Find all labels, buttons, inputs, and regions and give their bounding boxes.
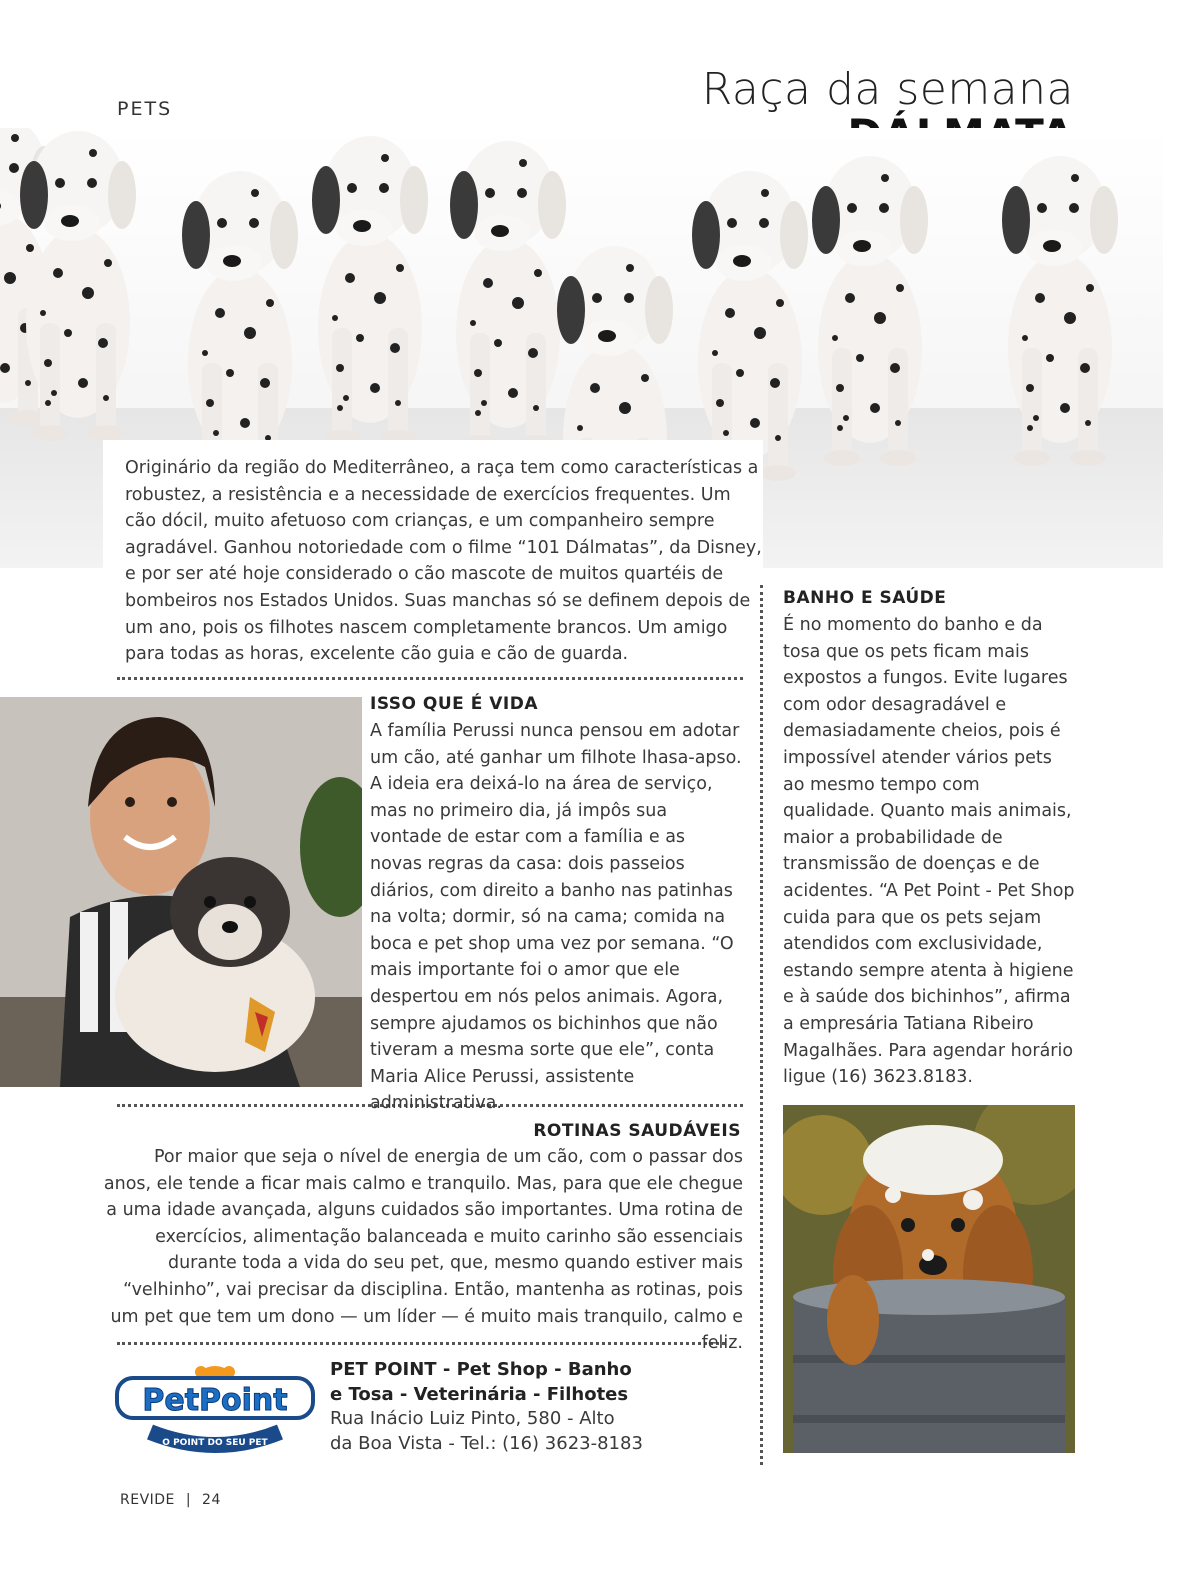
rotinas-text: Por maior que seja o nível de energia de um cão, com o passar dos anos, ele tende a ficar mais calmo e tranquilo. Mas, para que ele chegue a uma idade avançada, alguns cuidados são importantes. Uma rotina de exercícios, alimentação balanceada e muito carinho são essenciais durante toda a vida do seu pet, que, mesmo quando estiver mais “velhinho”, vai precisar da disciplina. Então, mantenha as rotinas, pois um pet que tem um dono — um líder — é muito mais tranquilo, calmo e feliz. xyxy=(103,1147,743,1354)
section-label: PETS xyxy=(117,98,173,120)
ad-line2: e Tosa - Veterinária - Filhotes xyxy=(330,1383,629,1405)
page-title-line1: Raça da semana xyxy=(701,64,1074,115)
petpoint-logo xyxy=(115,1358,315,1458)
isso-text: A família Perussi nunca pensou em adotar um cão, até ganhar um filhote lhasa-apso. A ideia era deixá-lo na área de serviço, mas no primeiro dia, já impôs sua vontade de estar com a família e as novas regras da casa: dois passeios diários, com direito a banho nas patinhas na volta; dormir, só na cama; comida na boca e pet shop uma vez por semana. “O mais importante foi o amor que ele despertou em nós pelos animais. Agora, sempre ajudamos os bichinhos que não tiveram a mesma sorte que ele”, conta Maria Alice Perussi, assistente administrativa. xyxy=(370,721,742,1114)
banho-heading: BANHO E SAÚDE xyxy=(783,588,947,608)
banho-text: É no momento do banho e da tosa que os pets ficam mais expostos a fungos. Evite lugares com odor desagradável e demasiadamente cheios, pois é impossível atender vários pets ao mesmo tempo com qualidade. Quanto mais animais, maior a probabilidade de transmissão de doenças e de acidentes. “A Pet Point - Pet Shop cuida para que os pets sejam atendidos com exclusividade, estando sempre atenta à higiene e à saúde dos bichinhos”, afirma a empresária Tatiana Ribeiro Magalhães. Para agendar horário ligue (16) 3623.8183. xyxy=(783,615,1075,1088)
dog-bath-photo xyxy=(783,1105,1075,1453)
ad-line1: PET POINT - Pet Shop - Banho xyxy=(330,1359,632,1380)
svg-text:O POINT DO SEU PET: O POINT DO SEU PET xyxy=(162,1438,268,1448)
svg-text:PetPoint: PetPoint xyxy=(142,1383,288,1418)
column-divider xyxy=(760,585,763,1465)
footer-separator: | xyxy=(185,1492,192,1508)
isso-heading: ISSO QUE É VIDA xyxy=(370,694,538,714)
page-footer xyxy=(120,1492,221,1508)
divider xyxy=(117,677,743,680)
ad-block xyxy=(330,1358,643,1456)
ad-line4: da Boa Vista - Tel.: (16) 3623-8183 xyxy=(330,1432,643,1454)
woman-with-dog-photo xyxy=(0,697,362,1087)
page-number: 24 xyxy=(202,1492,221,1508)
intro-text: Originário da região do Mediterrâneo, a raça tem como características a robustez, a resistência e a necessidade de exercícios frequentes. Um cão dócil, muito afetuoso com crianças, e um companheiro sempre agradável. Ganhou notoriedade com o filme “101 Dálmatas”, da Disney, e por ser até hoje considerado o cão mascote de muitos quartéis de bombeiros nos Estados Unidos. Suas manchas só se definem depois de um ano, pois os filhotes nascem completamente brancos. Um amigo para todas as horas, excelente cão guia e cão de guarda. xyxy=(125,458,762,665)
rotinas-heading: ROTINAS SAUDÁVEIS xyxy=(533,1121,741,1141)
ad-line3: Rua Inácio Luiz Pinto, 580 - Alto xyxy=(330,1408,615,1429)
magazine-name: REVIDE xyxy=(120,1492,175,1508)
